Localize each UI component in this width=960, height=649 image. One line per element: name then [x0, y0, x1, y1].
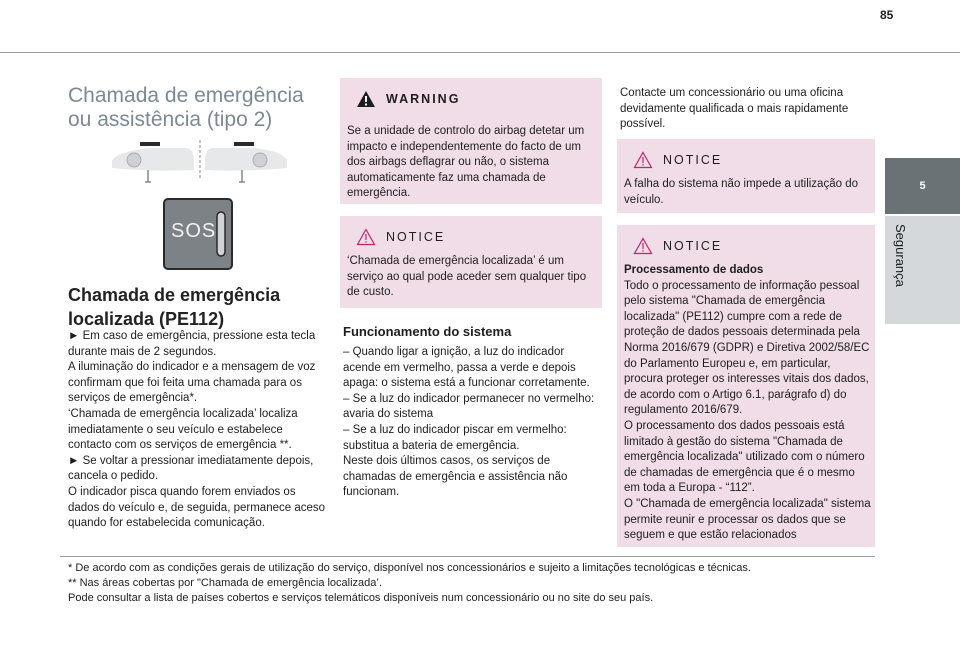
notice-icon — [633, 237, 653, 255]
page-title: Chamada de emergência ou assistência (tipo 2) — [68, 84, 304, 131]
notice-box-data-processing — [617, 225, 875, 547]
sos-label: SOS — [171, 220, 217, 242]
page-number: 85 — [880, 8, 894, 22]
paragraph: O indicador pisca quando forem enviados os dados do veículo e, de seguida, permanece aceso quando for estabelecida comunicação. — [68, 485, 326, 530]
paragraph: ► Em caso de emergência, pressione esta tecla durante mais de 2 segundos. — [68, 330, 316, 358]
footnotes — [68, 561, 878, 606]
sos-button-illustration — [163, 198, 233, 270]
contact-dealer-text: Contacte um concessionário ou uma oficina devidamente qualificada o mais rapidamente possível. — [620, 87, 849, 131]
footnote: ** Nas áreas cobertas por "Chamada de emergência localizada’. — [68, 577, 382, 589]
notice-box-failure — [617, 139, 875, 213]
footnote: * De acordo com as condições gerais de utilização do serviço, disponível nos concessionários e sujeito a limitações tecnológicas e técnicas. — [68, 562, 751, 574]
notice-text: O "Chamada de emergência localizada" sistema permite reunir e processar os dados que se seguem e que estão relacionados — [624, 497, 871, 542]
notice-text: O processamento dos dados pessoais está limitado à gestão do sistema "Chamada de emergência localizada" utilizado com o número de chamadas de emergência que é o mesmo em toda a Europa - “112”. — [624, 419, 865, 495]
paragraph: ‘Chamada de emergência localizada’ localiza imediatamente o seu veículo e estabelece contacto com os serviços de emergência **. — [68, 407, 298, 452]
notice-box-free-service — [340, 216, 602, 308]
notice-subheading: Processamento de dados — [624, 264, 764, 276]
chapter-tab-label-text: Segurança — [893, 224, 908, 287]
notice-icon — [633, 151, 653, 169]
warning-box — [340, 78, 602, 204]
notice-heading: NOTICE — [386, 230, 446, 244]
header-divider — [0, 52, 960, 53]
notice-text: Todo o processamento de informação pessoal pelo sistema "Chamada de emergência localizada" (PE112) cumpre com a rede de proteção de dados pessoais determinada pela Norma 2016/679 (GDPR) e Diretiva 2002/58/EC do Parlamento Europeu e, em particular, procura proteger os interesses vitais dos dados, de acordo com o Artigo 6.1, parágrafo d) do regulamento 2016/679. — [624, 279, 870, 417]
paragraph: – Se a luz do indicador piscar em vermelho: substitua a bateria de emergência. — [343, 423, 567, 452]
section-title-pe112: Chamada de emergência localizada (PE112) — [68, 285, 281, 329]
notice-text: ‘Chamada de emergência localizada’ é um serviço ao qual pode aceder sem qualquer tipo de custo. — [347, 255, 587, 299]
chapter-tab-number[interactable]: 5 — [885, 158, 960, 214]
warning-text: Se a unidade de controlo do airbag detetar um impacto e independentemente do facto de um dos airbags deflagrar ou não, o sistema automaticamente faz uma chamada de emergência. — [347, 125, 585, 200]
paragraph: Neste dois últimos casos, os serviços de chamadas de emergência e assistência não funcionam. — [343, 455, 568, 499]
paragraph: – Quando ligar a ignição, a luz do indicador acende em vermelho, passa a verde e depois apaga: o sistema está a funcionar corretamente. — [343, 346, 590, 390]
chapter-tab-label[interactable] — [885, 216, 960, 324]
section-pe112-body — [68, 329, 328, 532]
notice-text: A falha do sistema não impede a utilização do veículo. — [624, 178, 858, 206]
footnote-divider — [60, 556, 875, 557]
paragraph: A iluminação do indicador e a mensagem de voz confirmam que foi feita uma chamada para os serviços de emergência*. — [68, 361, 316, 405]
warning-heading: WARNING — [386, 92, 461, 106]
overhead-console-illustration — [112, 140, 287, 190]
notice-heading: NOTICE — [663, 239, 723, 253]
paragraph: ► Se voltar a pressionar imediatamente depois, cancela o pedido. — [68, 454, 314, 483]
notice-heading: NOTICE — [663, 153, 723, 167]
paragraph: – Se a luz do indicador permanecer no vermelho: avaria do sistema — [343, 392, 595, 421]
warning-icon — [356, 90, 376, 108]
notice-body — [624, 263, 872, 544]
section-operation-body — [343, 345, 605, 501]
footnote: Pode consultar a lista de países cobertos e serviços telemáticos disponíveis num concessionário ou no site do seu país. — [68, 592, 654, 604]
notice-icon — [356, 228, 376, 246]
section-title-operation: Funcionamento do sistema — [343, 324, 512, 339]
